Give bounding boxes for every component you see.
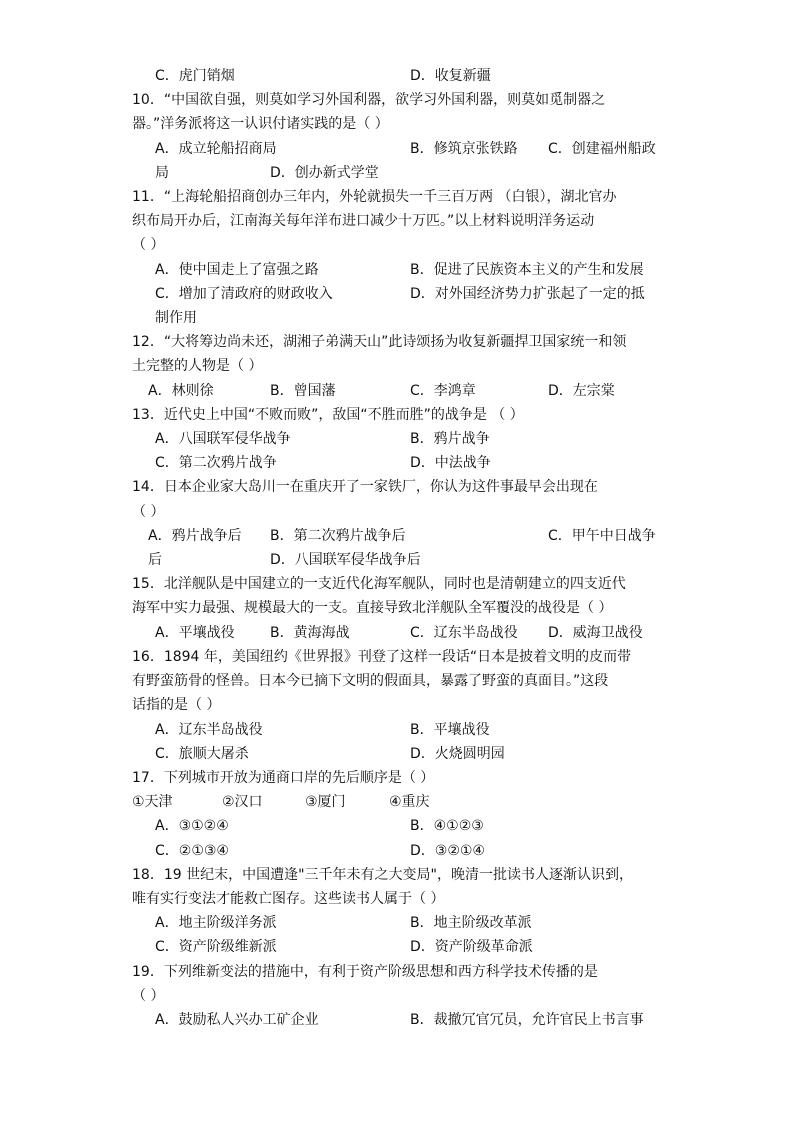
option-line: C．创建福州船政 bbox=[548, 141, 656, 157]
question-16-stem: 有野蛮筋骨的怪兽。日本今已摘下文明的假面具，暴露了野蛮的真面目。”这段 bbox=[132, 673, 609, 689]
question-17-item: ④重庆 bbox=[389, 794, 430, 810]
question-15-stem: 海军中实力最强、规模最大的一支。直接导致北洋舰队全军覆没的战役是（ ） bbox=[132, 600, 613, 616]
option-line: C．资产阶级维新派 bbox=[155, 939, 277, 955]
option-line: C．第二次鸦片战争 bbox=[155, 455, 277, 471]
option-line: B．平壤战役 bbox=[410, 722, 490, 738]
option-line: C．虎门销烟 bbox=[155, 68, 235, 84]
option-line: B．鸦片战争 bbox=[410, 431, 490, 447]
question-11-stem: 11．“上海轮船招商创办三年内，外轮就损失一千三百万两 （白银），湖北官办 bbox=[132, 189, 617, 205]
option-line: A．平壤战役 bbox=[155, 625, 235, 641]
option-line: B．④①②③ bbox=[410, 818, 484, 834]
option-line: B．黄海海战 bbox=[270, 625, 350, 641]
option-line: A．使中国走上了富强之路 bbox=[155, 262, 319, 278]
question-16-stem: 16．1894 年，美国纽约《世界报》刊登了这样一段话“日本是披着文明的皮而带 bbox=[132, 649, 632, 665]
option-line: C．辽东半岛战役 bbox=[410, 625, 518, 641]
option-line: 局 bbox=[155, 165, 169, 181]
option-line: A．成立轮船招商局 bbox=[155, 141, 277, 157]
question-18-stem: 唯有实行变法才能救亡图存。这些读书人属于（ ） bbox=[132, 891, 445, 907]
option-line: D．八国联军侵华战争后 bbox=[270, 552, 421, 568]
question-12-stem: 土完整的人物是（ ） bbox=[132, 358, 263, 374]
question-19-stem: （ ） bbox=[132, 988, 165, 1004]
option-line: D．左宗棠 bbox=[548, 383, 615, 399]
option-line: D．资产阶级革命派 bbox=[410, 939, 533, 955]
question-15-stem: 15．北洋舰队是中国建立的一支近代化海军舰队，同时也是清朝建立的四支近代 bbox=[132, 576, 626, 592]
option-line: A．八国联军侵华战争 bbox=[155, 431, 291, 447]
question-10-stem: 10．“中国欲自强，则莫如学习外国利器，欲学习外国利器，则莫如觅制器之 bbox=[132, 92, 606, 108]
option-line: C．李鸿章 bbox=[410, 383, 476, 399]
question-12-stem: 12．“大将筹边尚未还，湖湘子弟满天山”此诗颂扬为收复新疆捍卫国家统一和领 bbox=[132, 334, 627, 350]
question-18-stem: 18．19 世纪末，中国遭逢"三千年未有之大变局"，晚清一批读书人逐渐认识到， bbox=[132, 867, 633, 883]
question-11-stem: （ ） bbox=[132, 237, 165, 253]
option-line: B．修筑京张铁路 bbox=[410, 141, 518, 157]
option-line: C．②①③④ bbox=[155, 843, 229, 859]
option-line: 后 bbox=[148, 552, 162, 568]
option-line: B．地主阶级改革派 bbox=[410, 915, 532, 931]
option-line: B．裁撤冗官冗员，允许官民上书言事 bbox=[410, 1012, 644, 1028]
option-line: B．曾国藩 bbox=[270, 383, 336, 399]
option-line: C．旅顺大屠杀 bbox=[155, 746, 249, 762]
question-14-stem: 14．日本企业家大岛川一在重庆开了一家铁厂，你认为这件事最早会出现在 bbox=[132, 479, 598, 495]
question-17-item: ②汉口 bbox=[222, 794, 263, 810]
option-line: D．中法战争 bbox=[410, 455, 491, 471]
option-line: D．创办新式学堂 bbox=[270, 165, 379, 181]
question-13-stem: 13．近代史上中国“不败而败”，敌国“不胜而胜”的战争是 （ ） bbox=[132, 407, 524, 423]
option-line: A．林则徐 bbox=[148, 383, 214, 399]
question-17-item: ①天津 bbox=[132, 794, 173, 810]
option-line: A．③①②④ bbox=[155, 818, 229, 834]
option-line: A．地主阶级洋务派 bbox=[155, 915, 277, 931]
option-line: A．鼓励私人兴办工矿企业 bbox=[155, 1012, 319, 1028]
question-19-stem: 19．下列维新变法的措施中，有利于资产阶级思想和西方科学技术传播的是 bbox=[132, 964, 598, 980]
option-line: D．火烧圆明园 bbox=[410, 746, 505, 762]
option-line: B．第二次鸦片战争后 bbox=[270, 528, 406, 544]
option-line: 制作用 bbox=[155, 310, 197, 326]
question-17-item: ③厦门 bbox=[305, 794, 346, 810]
question-11-stem: 织布局开办后，江南海关每年洋布进口减少十万匹。”以上材料说明洋务运动 bbox=[132, 213, 595, 229]
question-16-stem: 话指的是（ ） bbox=[132, 697, 221, 713]
option-line: D．对外国经济势力扩张起了一定的抵 bbox=[410, 286, 645, 302]
option-line: D．威海卫战役 bbox=[548, 625, 643, 641]
option-line: B．促进了民族资本主义的产生和发展 bbox=[410, 262, 644, 278]
question-17-stem: 17．下列城市开放为通商口岸的先后顺序是（ ） bbox=[132, 770, 435, 786]
option-line: D．收复新疆 bbox=[410, 68, 491, 84]
question-10-stem: 器。”洋务派将这一认识付诸实践的是（ ） bbox=[132, 116, 389, 132]
option-line: D．③②①④ bbox=[410, 843, 485, 859]
option-line: C．甲午中日战争 bbox=[548, 528, 656, 544]
option-line: A．鸦片战争后 bbox=[148, 528, 242, 544]
question-14-stem: （ ） bbox=[132, 504, 165, 520]
option-line: C．增加了清政府的财政收入 bbox=[155, 286, 333, 302]
option-line: A．辽东半岛战役 bbox=[155, 722, 263, 738]
